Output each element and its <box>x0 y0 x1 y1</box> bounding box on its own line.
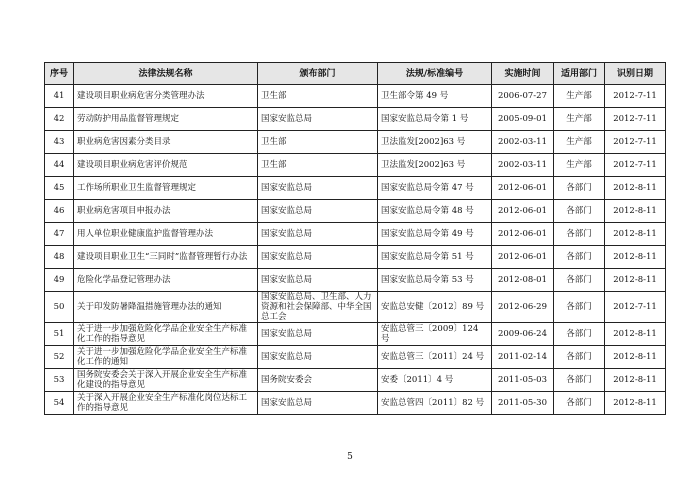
issuing-authority-cell: 国家安监总局 <box>258 246 378 269</box>
regulation-code-cell: 国家安监总局令第 48 号 <box>378 200 492 223</box>
serial-number-cell: 45 <box>45 177 74 200</box>
issuing-authority-cell: 卫生部 <box>258 131 378 154</box>
table-row <box>45 223 666 246</box>
serial-number-cell: 44 <box>45 154 74 177</box>
table-row <box>45 177 666 200</box>
regulation-code-cell: 卫生部令第 49 号 <box>378 85 492 108</box>
applicable-department-cell: 生产部 <box>554 85 605 108</box>
applicable-department-cell: 各部门 <box>554 369 605 392</box>
regulation-name-cell: 关于深入开展企业安全生产标准化岗位达标工作的指导意见 <box>74 392 258 415</box>
regulation-code-cell: 卫法监发[2002]63 号 <box>378 131 492 154</box>
table-row <box>45 369 666 392</box>
table-row <box>45 346 666 369</box>
serial-number-cell: 48 <box>45 246 74 269</box>
effective-date-cell: 2002-03-11 <box>492 154 554 177</box>
effective-date-cell: 2011-05-30 <box>492 392 554 415</box>
applicable-department-cell: 生产部 <box>554 154 605 177</box>
header-row <box>45 63 666 85</box>
effective-date-cell: 2011-05-03 <box>492 369 554 392</box>
regulation-name-cell: 危险化学品登记管理办法 <box>74 269 258 292</box>
serial-number-cell: 47 <box>45 223 74 246</box>
identification-date-cell: 2012-8-11 <box>605 246 666 269</box>
issuing-authority-cell: 国家安监总局 <box>258 200 378 223</box>
regulations-table <box>44 62 666 415</box>
regulation-code-cell: 国家安监总局令第 1 号 <box>378 108 492 131</box>
serial-number-cell: 53 <box>45 369 74 392</box>
identification-date-cell: 2012-7-11 <box>605 292 666 323</box>
applicable-department-cell: 各部门 <box>554 223 605 246</box>
header-identification-date: 识别日期 <box>605 63 666 85</box>
issuing-authority-cell: 卫生部 <box>258 154 378 177</box>
effective-date-cell: 2012-06-01 <box>492 200 554 223</box>
regulation-code-cell: 安监总管四〔2011〕82 号 <box>378 392 492 415</box>
regulation-name-cell: 建设项目职业卫生“三同时”监督管理暂行办法 <box>74 246 258 269</box>
header-effective-date: 实施时间 <box>492 63 554 85</box>
issuing-authority-cell: 国家安监总局 <box>258 108 378 131</box>
table-row <box>45 269 666 292</box>
serial-number-cell: 42 <box>45 108 74 131</box>
effective-date-cell: 2012-06-01 <box>492 246 554 269</box>
applicable-department-cell: 生产部 <box>554 131 605 154</box>
effective-date-cell: 2012-08-01 <box>492 269 554 292</box>
identification-date-cell: 2012-8-11 <box>605 223 666 246</box>
regulation-name-cell: 劳动防护用品监督管理规定 <box>74 108 258 131</box>
issuing-authority-cell: 卫生部 <box>258 85 378 108</box>
serial-number-cell: 52 <box>45 346 74 369</box>
table-row <box>45 392 666 415</box>
effective-date-cell: 2005-09-01 <box>492 108 554 131</box>
header-regulation-code: 法规/标准编号 <box>378 63 492 85</box>
serial-number-cell: 43 <box>45 131 74 154</box>
table-header <box>45 63 666 85</box>
table-row <box>45 292 666 323</box>
applicable-department-cell: 各部门 <box>554 323 605 346</box>
regulation-code-cell: 安监总安健〔2012〕89 号 <box>378 292 492 323</box>
identification-date-cell: 2012-7-11 <box>605 85 666 108</box>
regulation-name-cell: 用人单位职业健康监护监督管理办法 <box>74 223 258 246</box>
identification-date-cell: 2012-8-11 <box>605 200 666 223</box>
table-body <box>45 85 666 415</box>
page-number: 5 <box>347 452 353 462</box>
applicable-department-cell: 各部门 <box>554 269 605 292</box>
identification-date-cell: 2012-8-11 <box>605 323 666 346</box>
issuing-authority-cell: 国家安监总局 <box>258 323 378 346</box>
header-applicable-department: 适用部门 <box>554 63 605 85</box>
identification-date-cell: 2012-8-11 <box>605 269 666 292</box>
regulation-name-cell: 关于进一步加强危险化学品企业安全生产标准化工作的指导意见 <box>74 323 258 346</box>
serial-number-cell: 54 <box>45 392 74 415</box>
serial-number-cell: 41 <box>45 85 74 108</box>
regulation-code-cell: 安委〔2011〕4 号 <box>378 369 492 392</box>
issuing-authority-cell: 国务院安委会 <box>258 369 378 392</box>
regulation-name-cell: 职业病危害因素分类目录 <box>74 131 258 154</box>
regulation-code-cell: 国家安监总局令第 49 号 <box>378 223 492 246</box>
regulation-code-cell: 安监总管三〔2009〕124 号 <box>378 323 492 346</box>
serial-number-cell: 49 <box>45 269 74 292</box>
regulation-name-cell: 国务院安委会关于深入开展企业安全生产标准化建设的指导意见 <box>74 369 258 392</box>
header-serial-number: 序号 <box>45 63 74 85</box>
identification-date-cell: 2012-8-11 <box>605 177 666 200</box>
table-row <box>45 246 666 269</box>
regulation-name-cell: 建设项目职业病危害分类管理办法 <box>74 85 258 108</box>
applicable-department-cell: 各部门 <box>554 392 605 415</box>
applicable-department-cell: 生产部 <box>554 108 605 131</box>
identification-date-cell: 2012-8-11 <box>605 369 666 392</box>
serial-number-cell: 50 <box>45 292 74 323</box>
effective-date-cell: 2011-02-14 <box>492 346 554 369</box>
regulation-name-cell: 关于进一步加强危险化学品企业安全生产标准化工作的通知 <box>74 346 258 369</box>
header-issuing-authority: 颁布部门 <box>258 63 378 85</box>
issuing-authority-cell: 国家安监总局 <box>258 269 378 292</box>
issuing-authority-cell: 国家安监总局 <box>258 346 378 369</box>
identification-date-cell: 2012-7-11 <box>605 131 666 154</box>
regulation-code-cell: 国家安监总局令第 53 号 <box>378 269 492 292</box>
effective-date-cell: 2006-07-27 <box>492 85 554 108</box>
identification-date-cell: 2012-7-11 <box>605 154 666 177</box>
table-row <box>45 323 666 346</box>
applicable-department-cell: 各部门 <box>554 292 605 323</box>
regulation-name-cell: 工作场所职业卫生监督管理规定 <box>74 177 258 200</box>
identification-date-cell: 2012-7-11 <box>605 108 666 131</box>
effective-date-cell: 2012-06-01 <box>492 177 554 200</box>
regulation-name-cell: 职业病危害项目申报办法 <box>74 200 258 223</box>
regulation-code-cell: 国家安监总局令第 47 号 <box>378 177 492 200</box>
issuing-authority-cell: 国家安监总局 <box>258 177 378 200</box>
regulation-code-cell: 卫法监发[2002]63 号 <box>378 154 492 177</box>
effective-date-cell: 2002-03-11 <box>492 131 554 154</box>
issuing-authority-cell: 国家安监总局 <box>258 223 378 246</box>
serial-number-cell: 46 <box>45 200 74 223</box>
issuing-authority-cell: 国家安监总局 <box>258 392 378 415</box>
applicable-department-cell: 各部门 <box>554 177 605 200</box>
identification-date-cell: 2012-8-11 <box>605 346 666 369</box>
regulation-code-cell: 国家安监总局令第 51 号 <box>378 246 492 269</box>
table-row <box>45 154 666 177</box>
table-row <box>45 131 666 154</box>
regulation-name-cell: 建设项目职业病危害评价规范 <box>74 154 258 177</box>
applicable-department-cell: 各部门 <box>554 246 605 269</box>
identification-date-cell: 2012-8-11 <box>605 392 666 415</box>
regulation-code-cell: 安监总管三〔2011〕24 号 <box>378 346 492 369</box>
effective-date-cell: 2012-06-29 <box>492 292 554 323</box>
issuing-authority-cell: 国家安监总局、卫生部、人力资源和社会保障部、中华全国总工会 <box>258 292 378 323</box>
table-row <box>45 200 666 223</box>
serial-number-cell: 51 <box>45 323 74 346</box>
effective-date-cell: 2012-06-01 <box>492 223 554 246</box>
table-row <box>45 85 666 108</box>
applicable-department-cell: 各部门 <box>554 200 605 223</box>
applicable-department-cell: 各部门 <box>554 346 605 369</box>
table-row <box>45 108 666 131</box>
header-regulation-name: 法律法规名称 <box>74 63 258 85</box>
regulation-name-cell: 关于印发防暑降温措施管理办法的通知 <box>74 292 258 323</box>
effective-date-cell: 2009-06-24 <box>492 323 554 346</box>
